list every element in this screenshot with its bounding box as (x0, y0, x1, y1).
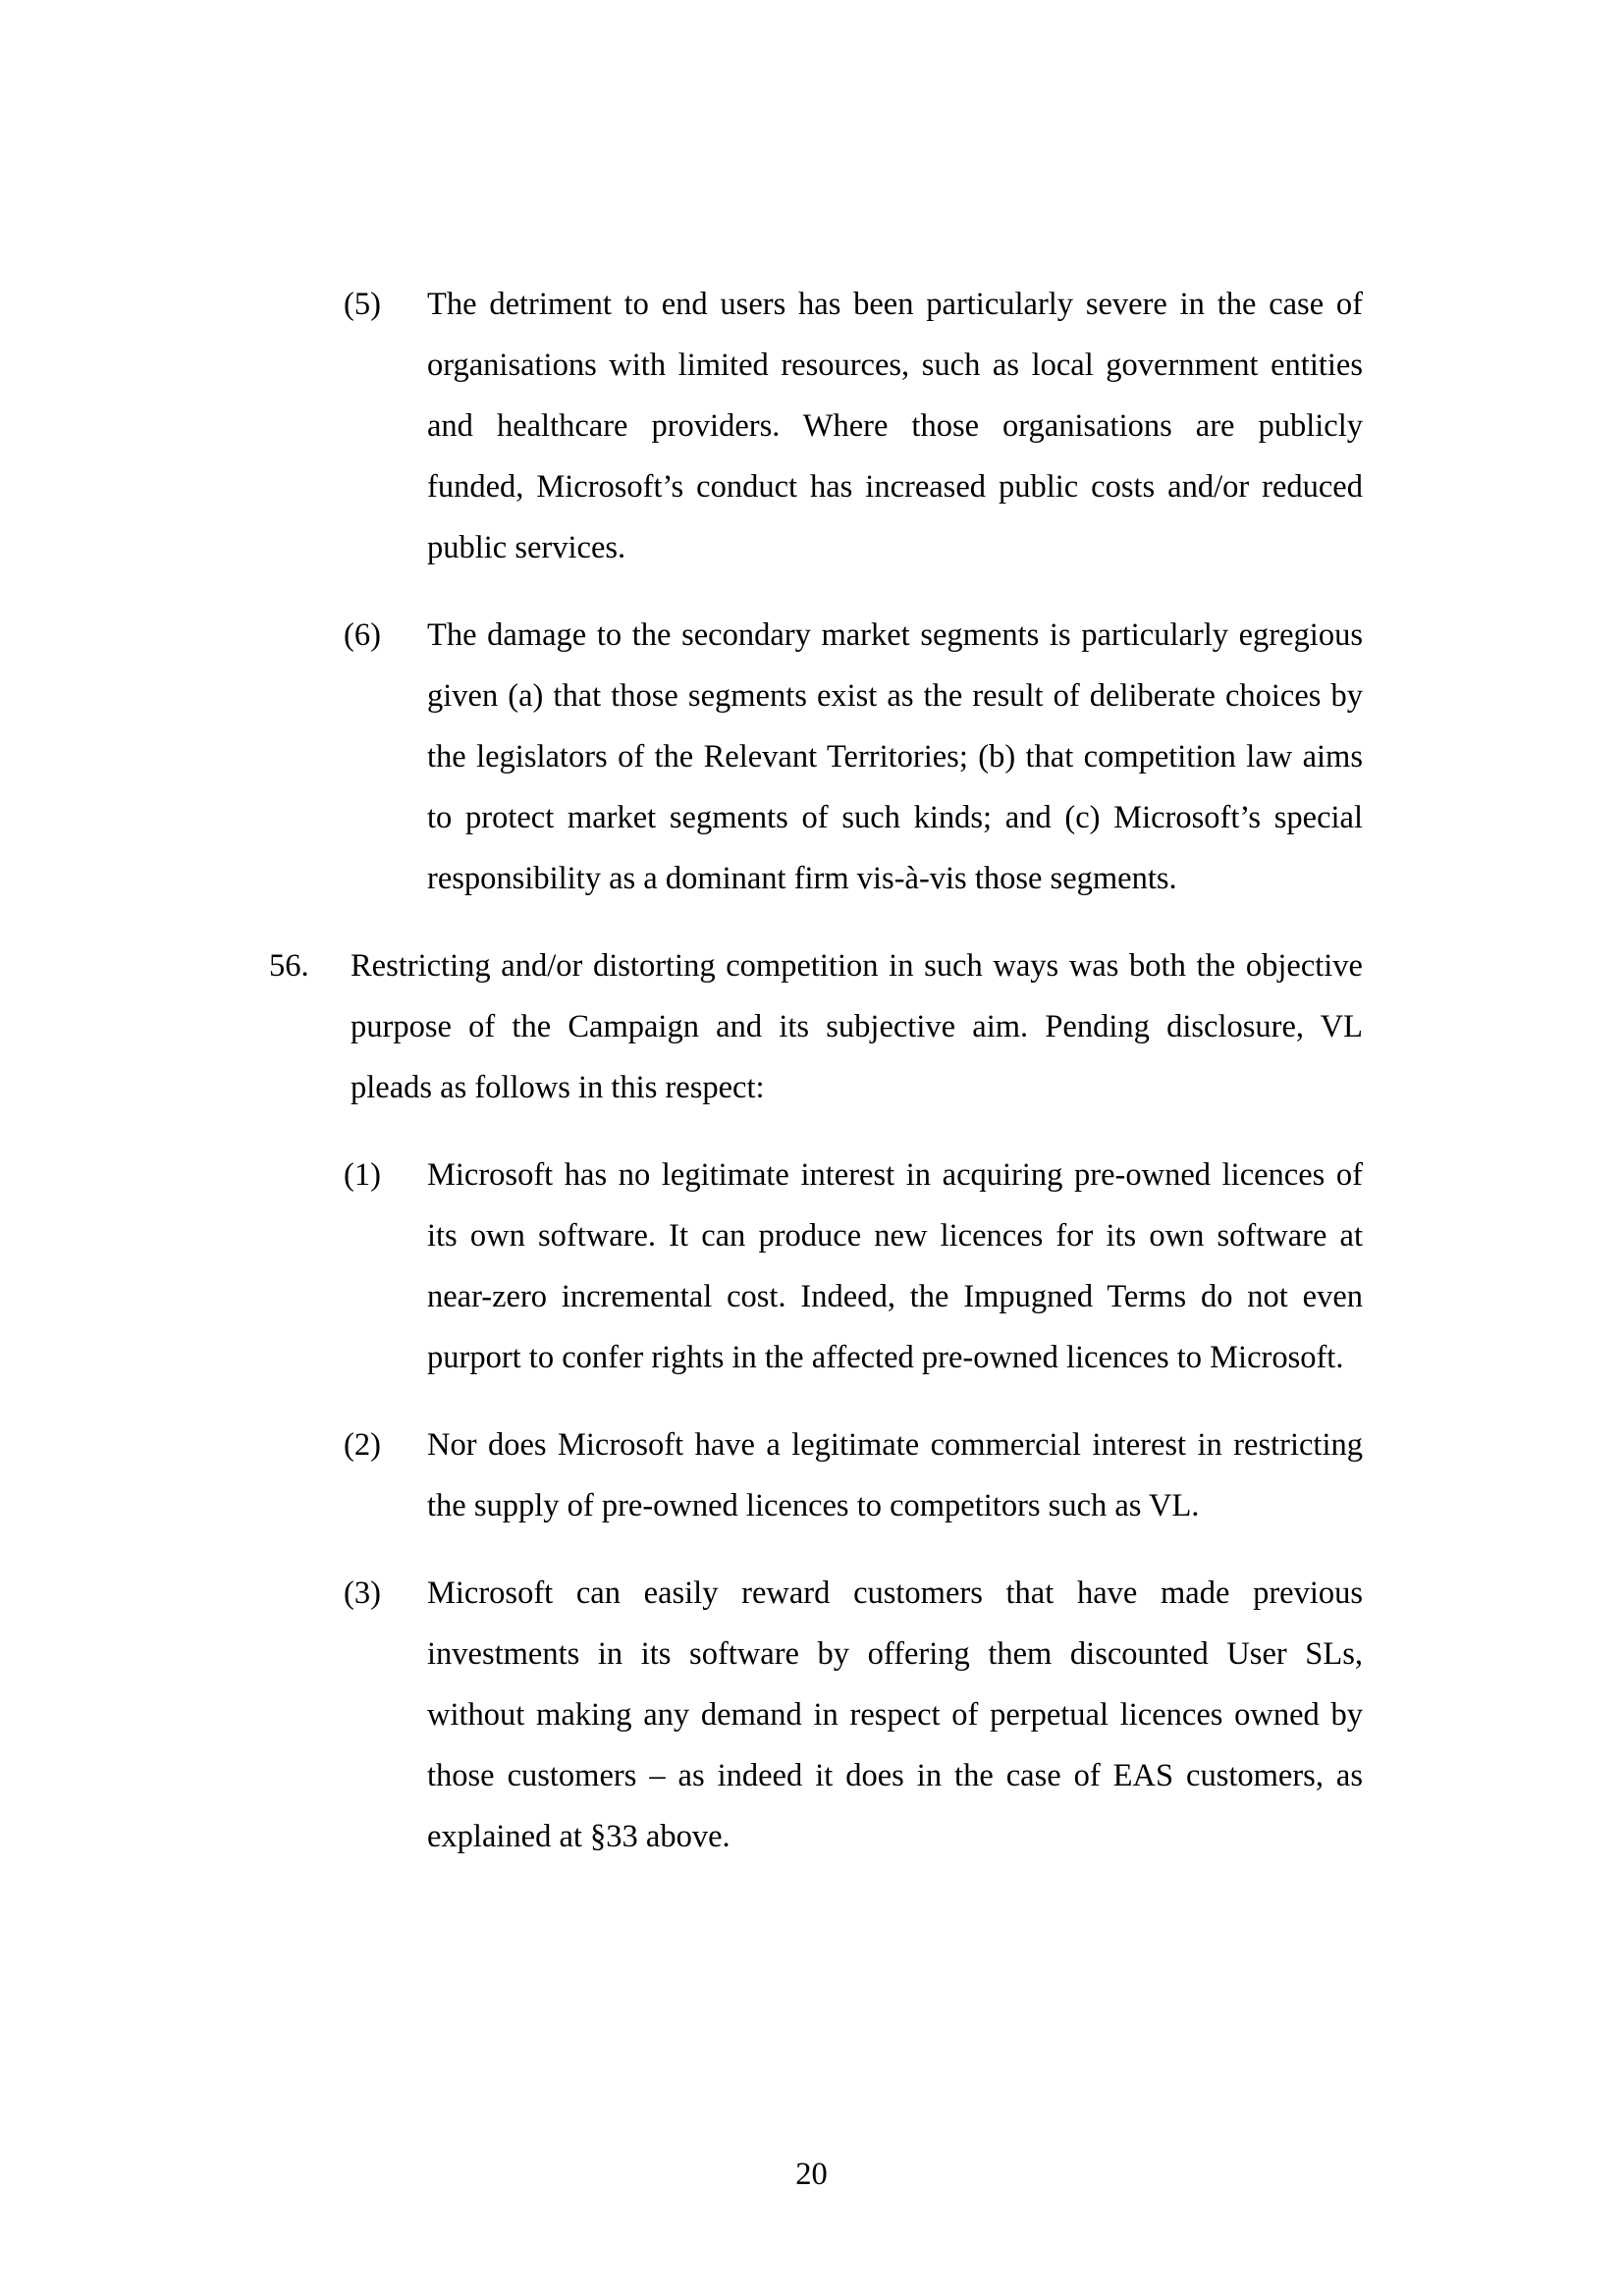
paragraph-line: the legislators of the Relevant Territories; (b) that competition law aims (427, 739, 1363, 774)
paragraph (344, 1415, 1363, 1536)
paragraph-number: (3) (344, 1575, 381, 1611)
paragraph-line: Nor does Microsoft have a legitimate commercial interest in restricting (427, 1427, 1363, 1463)
paragraph-line: purport to confer rights in the affected pre-owned licences to Microsoft. (427, 1340, 1344, 1375)
paragraph-line: funded, Microsoft’s conduct has increased public costs and/or reduced (427, 469, 1363, 505)
paragraph-number: 56. (269, 948, 309, 984)
paragraphs (0, 274, 1623, 1894)
paragraph-number: (6) (344, 617, 381, 653)
paragraph-line: purpose of the Campaign and its subjective aim. Pending disclosure, VL (351, 1009, 1363, 1044)
paragraph-line: Microsoft can easily reward customers that have made previous (427, 1575, 1363, 1611)
page-number: 20 (795, 2157, 828, 2192)
paragraph-line: Restricting and/or distorting competition in such ways was both the objective (351, 948, 1363, 984)
paragraph-line: organisations with limited resources, such as local government entities (427, 347, 1363, 383)
paragraph-line: pleads as follows in this respect: (351, 1070, 765, 1105)
paragraph-line: and healthcare providers. Where those organisations are publicly (427, 408, 1363, 444)
paragraph-line: near-zero incremental cost. Indeed, the Impugned Terms do not even (427, 1279, 1363, 1314)
paragraph (344, 605, 1363, 909)
paragraph-number: (1) (344, 1157, 381, 1193)
paragraph (344, 274, 1363, 578)
paragraph-line: those customers – as indeed it does in the case of EAS customers, as (427, 1758, 1363, 1793)
paragraph-line: public services. (427, 530, 626, 565)
paragraph-line: explained at §33 above. (427, 1819, 730, 1854)
paragraph (344, 1563, 1363, 1867)
paragraph-line: responsibility as a dominant firm vis-à-vis those segments. (427, 861, 1177, 896)
paragraph-number: (5) (344, 287, 381, 322)
paragraph-line: The damage to the secondary market segments is particularly egregious (427, 617, 1363, 653)
paragraph-line: the supply of pre-owned licences to competitors such as VL. (427, 1488, 1200, 1523)
paragraph (269, 935, 1363, 1118)
paragraph (344, 1145, 1363, 1388)
paragraph-line: its own software. It can produce new licences for its own software at (427, 1218, 1363, 1254)
paragraph-line: investments in its software by offering them discounted User SLs, (427, 1636, 1363, 1672)
paragraph-line: without making any demand in respect of perpetual licences owned by (427, 1697, 1363, 1733)
paragraph-line: to protect market segments of such kinds; and (c) Microsoft’s special (427, 800, 1363, 835)
paragraph-line: The detriment to end users has been particularly severe in the case of (427, 287, 1363, 322)
paragraph-line: given (a) that those segments exist as the result of deliberate choices by (427, 678, 1363, 714)
paragraph-line: Microsoft has no legitimate interest in acquiring pre-owned licences of (427, 1157, 1363, 1193)
paragraph-number: (2) (344, 1427, 381, 1463)
